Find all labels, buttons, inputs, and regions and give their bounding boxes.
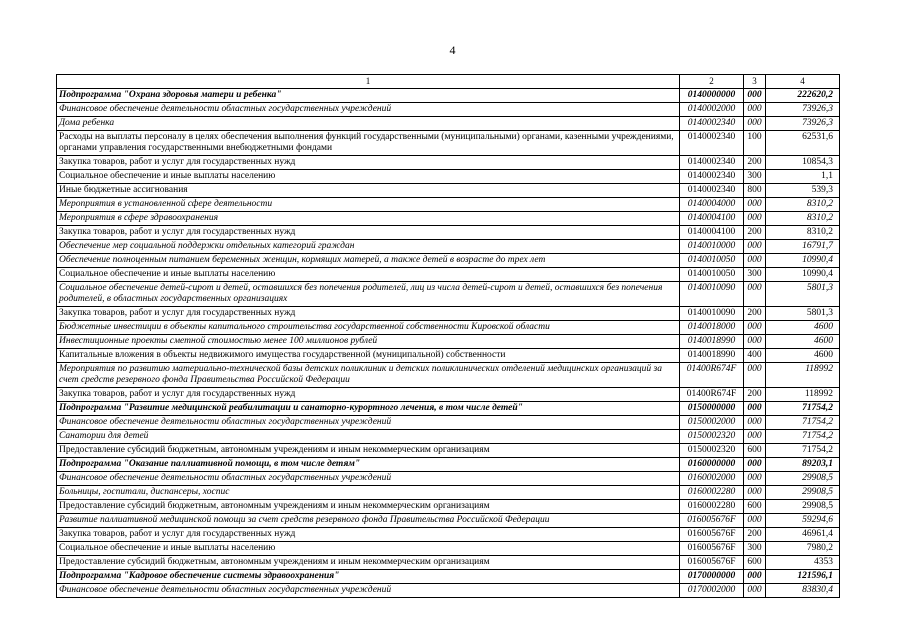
table-row xyxy=(57,472,840,486)
row-type-cell: 300 xyxy=(744,542,766,556)
row-name-cell: Социальное обеспечение и иные выплаты населению xyxy=(57,268,680,282)
row-name-cell: Санатории для детей xyxy=(57,430,680,444)
row-code-cell: 0140002340 xyxy=(680,117,744,131)
table-row xyxy=(57,458,840,472)
table-row xyxy=(57,444,840,458)
row-code-cell: 016005676F xyxy=(680,542,744,556)
row-code-cell: 0140004100 xyxy=(680,226,744,240)
table-row xyxy=(57,542,840,556)
row-type-cell: 000 xyxy=(744,570,766,584)
row-type-cell: 800 xyxy=(744,184,766,198)
row-type-cell: 000 xyxy=(744,584,766,598)
row-name-cell: Дома ребенка xyxy=(57,117,680,131)
row-amount-cell: 83830,4 xyxy=(766,584,840,598)
row-name-cell: Предоставление субсидий бюджетным, автономным учреждениям и иным некоммерческим организациям xyxy=(57,556,680,570)
row-code-cell: 0140004000 xyxy=(680,198,744,212)
column-header-type: 3 xyxy=(744,75,766,89)
table-row xyxy=(57,416,840,430)
row-amount-cell: 8310,2 xyxy=(766,198,840,212)
table-row xyxy=(57,349,840,363)
row-code-cell: 0150000000 xyxy=(680,402,744,416)
row-code-cell: 0170000000 xyxy=(680,570,744,584)
row-code-cell: 0140002340 xyxy=(680,170,744,184)
row-name-cell: Закупка товаров, работ и услуг для государственных нужд xyxy=(57,388,680,402)
row-amount-cell: 71754,2 xyxy=(766,444,840,458)
row-amount-cell: 71754,2 xyxy=(766,416,840,430)
row-name-cell: Финансовое обеспечение деятельности областных государственных учреждений xyxy=(57,416,680,430)
column-header-code: 2 xyxy=(680,75,744,89)
row-name-cell: Бюджетные инвестиции в объекты капитального строительства государственной собственности Кировской области xyxy=(57,321,680,335)
table-row xyxy=(57,103,840,117)
row-amount-cell: 10990,4 xyxy=(766,254,840,268)
row-code-cell: 0140018990 xyxy=(680,335,744,349)
row-name-cell: Закупка товаров, работ и услуг для государственных нужд xyxy=(57,307,680,321)
row-name-cell: Инвестиционные проекты сметной стоимостью менее 100 миллионов рублей xyxy=(57,335,680,349)
table-row xyxy=(57,282,840,307)
row-type-cell: 600 xyxy=(744,444,766,458)
table-row xyxy=(57,307,840,321)
row-amount-cell: 118992 xyxy=(766,388,840,402)
row-type-cell: 000 xyxy=(744,486,766,500)
row-name-cell: Социальное обеспечение и иные выплаты населению xyxy=(57,542,680,556)
row-code-cell: 0160000000 xyxy=(680,458,744,472)
row-type-cell: 000 xyxy=(744,514,766,528)
row-amount-cell: 59294,6 xyxy=(766,514,840,528)
row-name-cell: Больницы, госпитали, диспансеры, хоспис xyxy=(57,486,680,500)
row-amount-cell: 73926,3 xyxy=(766,117,840,131)
row-name-cell: Финансовое обеспечение деятельности областных государственных учреждений xyxy=(57,103,680,117)
row-type-cell: 200 xyxy=(744,226,766,240)
row-name-cell: Социальное обеспечение детей-сирот и детей, оставшихся без попечения родителей, лиц из числа детей-сирот и детей, оставшихся без попечения родителей, в областных государственных организациях xyxy=(57,282,680,307)
budget-table xyxy=(56,74,840,598)
row-type-cell: 000 xyxy=(744,335,766,349)
table-row xyxy=(57,556,840,570)
row-name-cell: Закупка товаров, работ и услуг для государственных нужд xyxy=(57,226,680,240)
row-type-cell: 000 xyxy=(744,472,766,486)
row-type-cell: 100 xyxy=(744,131,766,156)
row-name-cell: Социальное обеспечение и иные выплаты населению xyxy=(57,170,680,184)
row-name-cell: Закупка товаров, работ и услуг для государственных нужд xyxy=(57,156,680,170)
row-type-cell: 000 xyxy=(744,212,766,226)
row-name-cell: Обеспечение полноценным питанием беременных женщин, кормящих матерей, а также детей в возрасте до трех лет xyxy=(57,254,680,268)
table-row xyxy=(57,184,840,198)
table-row xyxy=(57,170,840,184)
table-row xyxy=(57,117,840,131)
row-code-cell: 0140010090 xyxy=(680,307,744,321)
row-amount-cell: 7980,2 xyxy=(766,542,840,556)
row-code-cell: 0140002340 xyxy=(680,184,744,198)
table-row xyxy=(57,430,840,444)
row-type-cell: 400 xyxy=(744,349,766,363)
row-code-cell: 0160002280 xyxy=(680,500,744,514)
row-name-cell: Развитие паллиативной медицинской помощи за счет средств резервного фонда Правительства Российской Федерации xyxy=(57,514,680,528)
row-code-cell: 0140010000 xyxy=(680,240,744,254)
table-row xyxy=(57,254,840,268)
row-code-cell: 0140002340 xyxy=(680,156,744,170)
row-amount-cell: 222620,2 xyxy=(766,89,840,103)
table-row xyxy=(57,156,840,170)
row-type-cell: 000 xyxy=(744,363,766,388)
row-amount-cell: 73926,3 xyxy=(766,103,840,117)
table-row xyxy=(57,402,840,416)
row-code-cell: 0140010050 xyxy=(680,254,744,268)
row-amount-cell: 71754,2 xyxy=(766,430,840,444)
row-name-cell: Расходы на выплаты персоналу в целях обеспечения выполнения функций государственными (муниципальными) органами, казенными учреждениями, органами управления государственными внебюджетными фондами xyxy=(57,131,680,156)
row-code-cell: 0140018990 xyxy=(680,349,744,363)
row-type-cell: 000 xyxy=(744,282,766,307)
row-amount-cell: 16791,7 xyxy=(766,240,840,254)
row-type-cell: 000 xyxy=(744,402,766,416)
row-amount-cell: 118992 xyxy=(766,363,840,388)
row-name-cell: Мероприятия в сфере здравоохранения xyxy=(57,212,680,226)
row-code-cell: 0140004100 xyxy=(680,212,744,226)
row-name-cell: Предоставление субсидий бюджетным, автономным учреждениям и иным некоммерческим организациям xyxy=(57,500,680,514)
row-name-cell: Предоставление субсидий бюджетным, автономным учреждениям и иным некоммерческим организациям xyxy=(57,444,680,458)
table-row xyxy=(57,363,840,388)
row-code-cell: 0140002340 xyxy=(680,131,744,156)
row-amount-cell: 89203,1 xyxy=(766,458,840,472)
row-type-cell: 000 xyxy=(744,89,766,103)
table-row xyxy=(57,321,840,335)
row-amount-cell: 71754,2 xyxy=(766,402,840,416)
column-header-row xyxy=(57,75,840,89)
row-type-cell: 000 xyxy=(744,416,766,430)
row-type-cell: 600 xyxy=(744,556,766,570)
row-code-cell: 0150002000 xyxy=(680,416,744,430)
row-amount-cell: 62531,6 xyxy=(766,131,840,156)
table-body xyxy=(57,89,840,598)
row-code-cell: 01400R674F xyxy=(680,388,744,402)
table-row xyxy=(57,198,840,212)
table-row xyxy=(57,570,840,584)
table-row xyxy=(57,131,840,156)
row-name-cell: Финансовое обеспечение деятельности областных государственных учреждений xyxy=(57,472,680,486)
row-code-cell: 016005676F xyxy=(680,556,744,570)
row-amount-cell: 29908,5 xyxy=(766,472,840,486)
row-type-cell: 000 xyxy=(744,321,766,335)
table-row xyxy=(57,240,840,254)
row-code-cell: 01400R674F xyxy=(680,363,744,388)
table-row xyxy=(57,500,840,514)
row-amount-cell: 5801,3 xyxy=(766,282,840,307)
row-code-cell: 0150002320 xyxy=(680,444,744,458)
row-name-cell: Закупка товаров, работ и услуг для государственных нужд xyxy=(57,528,680,542)
row-type-cell: 200 xyxy=(744,528,766,542)
row-type-cell: 300 xyxy=(744,268,766,282)
row-amount-cell: 4600 xyxy=(766,321,840,335)
row-amount-cell: 8310,2 xyxy=(766,226,840,240)
row-name-cell: Подпрограмма "Развитие медицинской реабилитации и санаторно-курортного лечения, в том числе детей" xyxy=(57,402,680,416)
table-row xyxy=(57,89,840,103)
row-amount-cell: 5801,3 xyxy=(766,307,840,321)
table-row xyxy=(57,528,840,542)
row-amount-cell: 29908,5 xyxy=(766,486,840,500)
row-name-cell: Финансовое обеспечение деятельности областных государственных учреждений xyxy=(57,584,680,598)
table-row xyxy=(57,226,840,240)
row-amount-cell: 10854,3 xyxy=(766,156,840,170)
row-code-cell: 0140010090 xyxy=(680,282,744,307)
column-header-amount: 4 xyxy=(766,75,840,89)
row-type-cell: 000 xyxy=(744,198,766,212)
row-amount-cell: 46961,4 xyxy=(766,528,840,542)
row-amount-cell: 4353 xyxy=(766,556,840,570)
table-row xyxy=(57,486,840,500)
table-row xyxy=(57,514,840,528)
row-name-cell: Капитальные вложения в объекты недвижимого имущества государственной (муниципальной) собственности xyxy=(57,349,680,363)
row-type-cell: 000 xyxy=(744,430,766,444)
row-type-cell: 000 xyxy=(744,254,766,268)
row-amount-cell: 1,1 xyxy=(766,170,840,184)
row-amount-cell: 121596,1 xyxy=(766,570,840,584)
row-amount-cell: 539,3 xyxy=(766,184,840,198)
row-name-cell: Подпрограмма "Кадровое обеспечение системы здравоохранения" xyxy=(57,570,680,584)
row-code-cell: 0140010050 xyxy=(680,268,744,282)
row-code-cell: 0160002000 xyxy=(680,472,744,486)
row-name-cell: Мероприятия по развитию материально-технической базы детских поликлиник и детских поликлинических отделений медицинских организаций за счет средств резервного фонда Правительства Российской Федерации xyxy=(57,363,680,388)
column-header-name: 1 xyxy=(57,75,680,89)
table-row xyxy=(57,268,840,282)
table-row xyxy=(57,584,840,598)
table-row xyxy=(57,388,840,402)
row-type-cell: 000 xyxy=(744,240,766,254)
row-code-cell: 0170002000 xyxy=(680,584,744,598)
row-code-cell: 0150002320 xyxy=(680,430,744,444)
row-type-cell: 000 xyxy=(744,458,766,472)
row-type-cell: 200 xyxy=(744,388,766,402)
row-amount-cell: 29908,5 xyxy=(766,500,840,514)
page-number: 4 xyxy=(449,43,456,57)
row-amount-cell: 10990,4 xyxy=(766,268,840,282)
row-name-cell: Подпрограмма "Оказание паллиативной помощи, в том числе детям" xyxy=(57,458,680,472)
row-type-cell: 000 xyxy=(744,103,766,117)
row-amount-cell: 8310,2 xyxy=(766,212,840,226)
table-row xyxy=(57,212,840,226)
row-type-cell: 600 xyxy=(744,500,766,514)
row-type-cell: 200 xyxy=(744,307,766,321)
row-code-cell: 0160002280 xyxy=(680,486,744,500)
row-amount-cell: 4600 xyxy=(766,335,840,349)
row-type-cell: 200 xyxy=(744,156,766,170)
row-name-cell: Иные бюджетные ассигнования xyxy=(57,184,680,198)
row-name-cell: Подпрограмма "Охрана здоровья матери и ребенка" xyxy=(57,89,680,103)
row-amount-cell: 4600 xyxy=(766,349,840,363)
row-name-cell: Мероприятия в установленной сфере деятельности xyxy=(57,198,680,212)
row-code-cell: 0140018000 xyxy=(680,321,744,335)
row-code-cell: 0140002000 xyxy=(680,103,744,117)
table-row xyxy=(57,335,840,349)
row-name-cell: Обеспечение мер социальной поддержки отдельных категорий граждан xyxy=(57,240,680,254)
row-code-cell: 016005676F xyxy=(680,514,744,528)
row-code-cell: 0140000000 xyxy=(680,89,744,103)
row-code-cell: 016005676F xyxy=(680,528,744,542)
row-type-cell: 300 xyxy=(744,170,766,184)
row-type-cell: 000 xyxy=(744,117,766,131)
